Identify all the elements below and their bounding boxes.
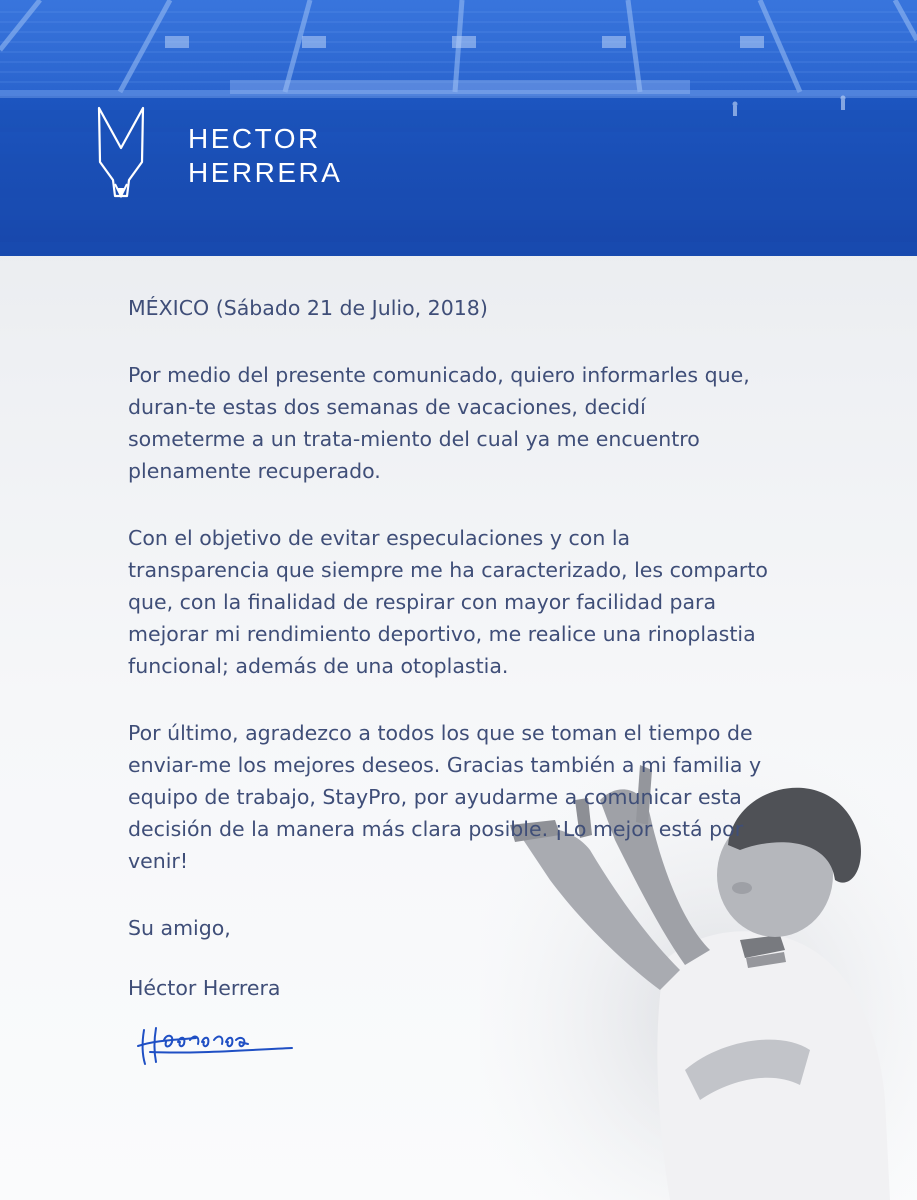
letter-date: MÉXICO (Sábado 21 de Julio, 2018): [128, 296, 488, 320]
brand-name-line2: HERRERA: [188, 157, 343, 188]
letter-closing: Su amigo,: [128, 916, 231, 940]
letter-body: [128, 292, 768, 1004]
signature-name: Héctor Herrera: [128, 976, 281, 1000]
header-banner: [0, 0, 917, 256]
letter-paragraph: Con el objetivo de evitar especulaciones y con la transparencia que siempre me ha caracterizado, les comparto que, con la finalidad de respirar con mayor facilidad para mejorar mi rendimiento deportivo, me realice una rinoplastia funcional; además de una otoplastia.: [128, 526, 768, 678]
letter-paragraph: Por medio del presente comunicado, quiero informarles que, duran-te estas dos semanas de vacaciones, decidí someterme a un trata-miento del cual ya me encuentro plenamente recuperado.: [128, 363, 750, 483]
letter-paragraph: Por último, agradezco a todos los que se toman el tiempo de enviar-me los mejores deseos. Gracias también a mi familia y equipo de trabajo, StayPro, por ayudarme a comunicar esta decisión de la manera más clara posible. ¡Lo mejor está por venir!: [128, 721, 762, 873]
brand-name-line1: HECTOR: [188, 123, 321, 154]
brand-lockup: [96, 104, 342, 200]
wolf-head-logo-icon: [96, 104, 146, 200]
handwritten-signature: [136, 1018, 296, 1068]
brand-name: [188, 122, 342, 190]
